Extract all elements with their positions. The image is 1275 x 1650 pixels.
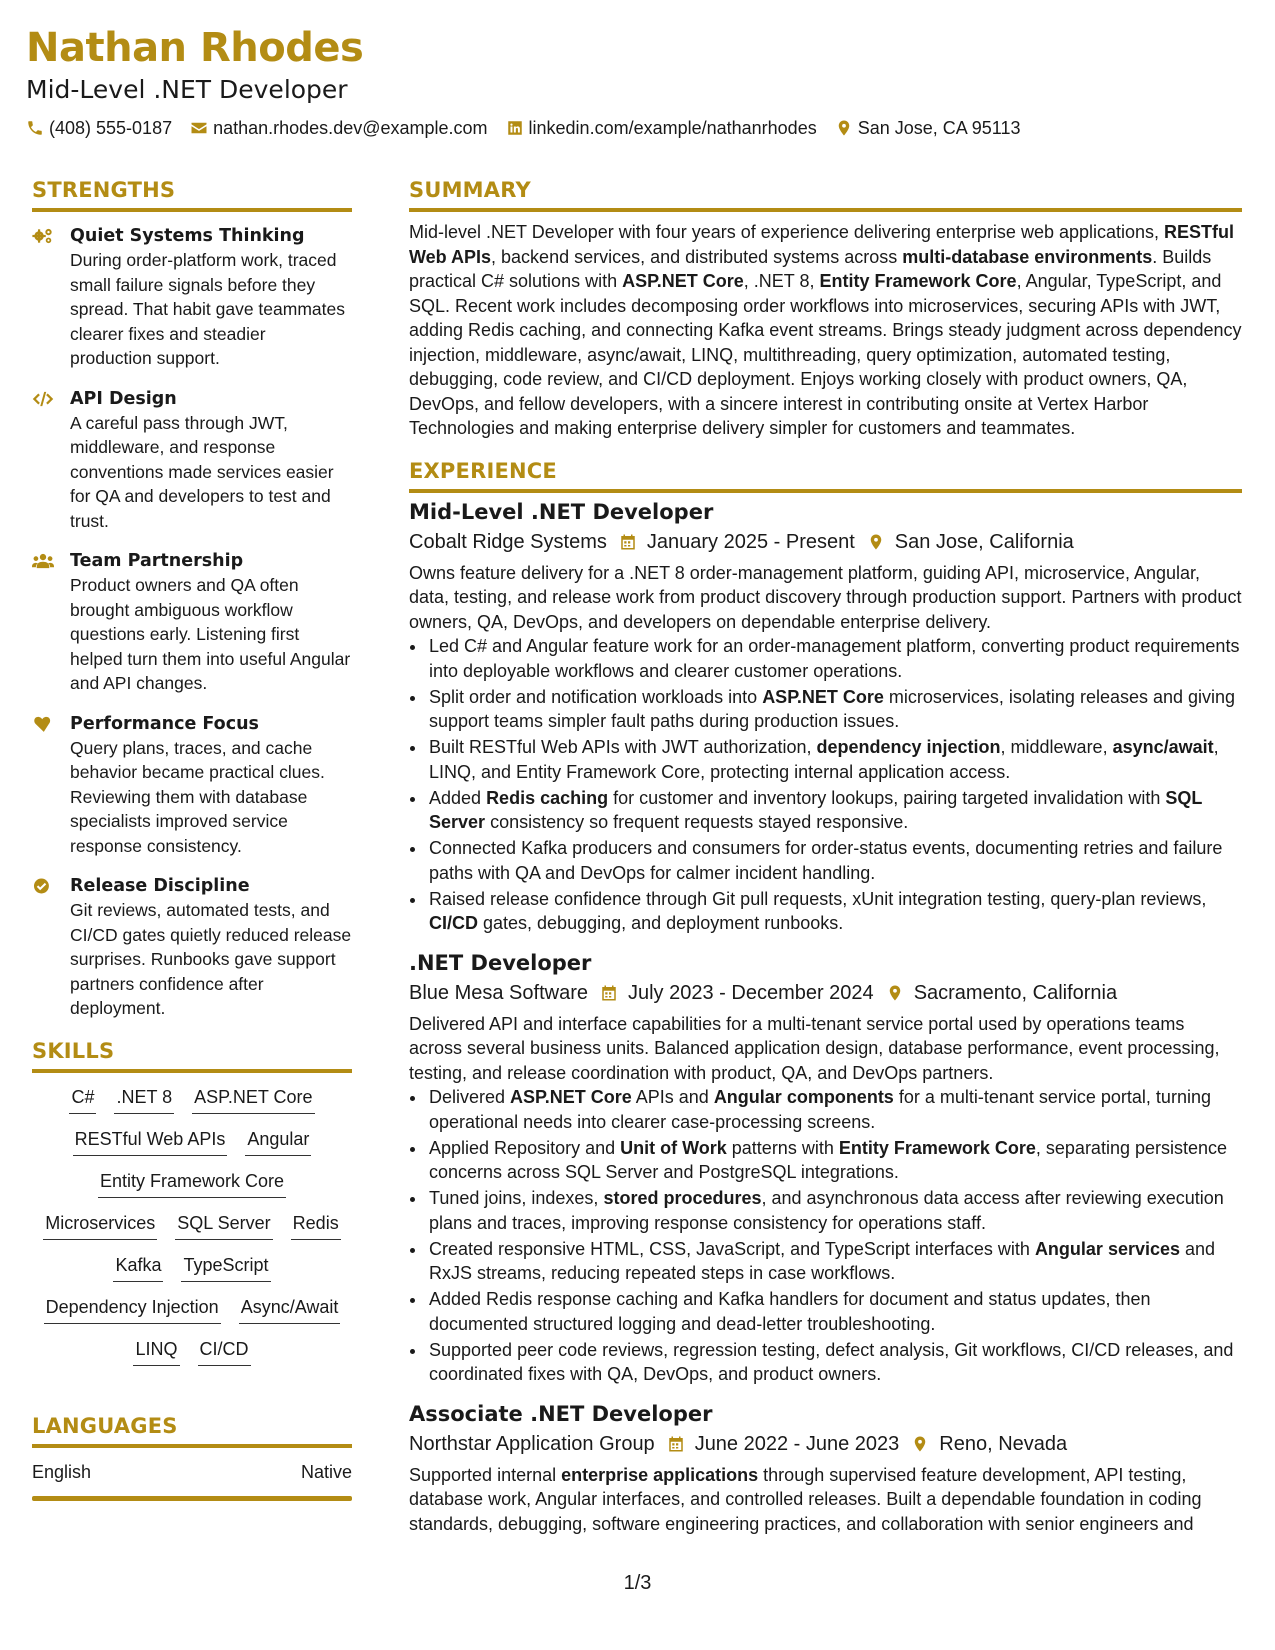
job-bullet [427, 786, 1242, 835]
location-text: San Jose, CA 95113 [857, 118, 1021, 138]
job-location: San Jose, California [894, 530, 1074, 553]
job-dates: January 2025 - Present [646, 530, 855, 553]
text-run: , .NET 8, [743, 271, 820, 291]
strengths-heading: STRENGTHS [32, 178, 176, 202]
strength-item [32, 712, 352, 859]
text-run: . Builds practical C# solutions with [409, 246, 1212, 291]
strength-desc: Query plans, traces, and cache behavior became practical clues. Reviewing them with database specialists improved service response consistency. [70, 737, 325, 856]
text-run: Mid-level .NET Developer with four years of experience delivering enterprise web applications, [409, 222, 1165, 242]
strength-desc: A careful pass through JWT, middleware, and response conventions made services easier for QA and developers to test and trust. [70, 412, 334, 531]
calendar-icon [619, 533, 637, 551]
strength-desc: Product owners and QA often brought ambiguous workflow questions early. Listening first helped turn them into useful Angular and API changes. [70, 575, 351, 693]
skill-tag: Redis [291, 1211, 341, 1240]
email-icon [190, 119, 208, 137]
phone-text: (408) 555-0187 [49, 118, 173, 138]
text-run: Applied Repository and [429, 1137, 621, 1158]
job-bullet [427, 735, 1242, 784]
job-title: Mid-Level .NET Developer [409, 499, 714, 524]
job-bullet [427, 1186, 1242, 1235]
bold-phrase: ASP.NET Core [510, 1087, 632, 1107]
skill-tag: ASP.NET Core [192, 1085, 314, 1114]
bold-phrase: Angular components [713, 1087, 894, 1107]
location-pin-icon [835, 119, 853, 137]
experience-heading: EXPERIENCE [409, 458, 557, 483]
job-company: Northstar Application Group [409, 1432, 655, 1455]
bold-phrase: RESTful Web APIs [409, 222, 1235, 267]
skill-tag: Angular [245, 1127, 311, 1156]
bold-phrase: Entity Framework Core [819, 271, 1017, 291]
skill-tag: Microservices [43, 1211, 157, 1240]
job-entry [409, 1399, 1242, 1537]
job-bullets [409, 1085, 1242, 1387]
bold-phrase: stored procedures [603, 1188, 762, 1208]
text-run: through supervised feature development, API testing, database work, Angular interfaces, and controlled releases. Built a dependable foundation in coding standards, debugging, software engineering practices, and collaboration with senior engineers and [409, 1464, 1202, 1534]
skill-tag: Async/Await [239, 1295, 341, 1324]
skill-tag: Kafka [113, 1253, 163, 1282]
bold-phrase: CI/CD [429, 913, 478, 933]
job-bullet [427, 1287, 1242, 1336]
job-bullet [427, 1237, 1242, 1286]
summary-rule [409, 208, 1242, 212]
skill-row [98, 1169, 286, 1198]
experience-list [409, 497, 1242, 1537]
bold-phrase: Angular services [1034, 1238, 1181, 1259]
strength-desc: Git reviews, automated tests, and CI/CD gates quietly reduced release surprises. Runbooks gave support partners confidence after deployment. [70, 900, 352, 1018]
job-bullet [427, 1085, 1242, 1134]
skills-heading: SKILLS [32, 1038, 115, 1063]
skill-tag: RESTful Web APIs [73, 1127, 228, 1156]
text-run: microservices, isolating releases and giving support teams simpler fault paths during production issues. [429, 686, 1236, 731]
text-run: Led C# and Angular feature work for an order-management platform, converting product requirements into deployable workflows and clearer customer operations. [429, 636, 1240, 681]
heart-icon [32, 715, 54, 733]
job-entry [409, 948, 1242, 1387]
candidate-title: Mid-Level .NET Developer [26, 75, 348, 104]
text-run: , separating persistence concerns across SQL Server and PostgreSQL integrations. [429, 1137, 1228, 1182]
job-dates: June 2022 - June 2023 [694, 1432, 900, 1455]
skill-tag: C# [69, 1085, 96, 1114]
bold-phrase: dependency injection [816, 737, 1001, 757]
job-dates: July 2023 - December 2024 [627, 981, 874, 1004]
job-bullet [427, 685, 1242, 734]
contact-location [835, 116, 1021, 140]
text-run: APIs and [631, 1087, 714, 1107]
bold-phrase: ASP.NET Core [762, 686, 884, 707]
bold-phrase: Redis caching [486, 787, 609, 808]
strength-item [32, 874, 352, 1021]
text-run: , Angular, TypeScript, and SQL. Recent work includes decomposing order workflows into microservices, securing APIs with JWT, adding Redis caching, and connecting Kafka event streams. Brings steady judgment across dependency injection, middleware, async/await, LINQ, multithreading, query optimization, automated testing, debugging, code review, and CI/CD deployment. Enjoys working closely with product owners, QA, DevOps, and fellow developers, with a sincere interest in contributing onsite at Vertex Harbor Technologies and making enterprise delivery simpler for customers and teammates. [409, 271, 1242, 438]
text-run: Built RESTful Web APIs with JWT authorization, [429, 737, 817, 757]
text-run: Added [429, 787, 487, 808]
strengths-rule [32, 208, 352, 212]
text-run: Raised release confidence through Git pull requests, xUnit integration testing, query-plan reviews, [429, 888, 1207, 909]
text-run: Tuned joins, indexes, [429, 1188, 604, 1208]
skill-tag: TypeScript [181, 1253, 270, 1282]
skill-row [69, 1085, 314, 1114]
text-run: gates, debugging, and deployment runbooks. [478, 913, 844, 933]
bold-phrase: Entity Framework Core [838, 1137, 1036, 1158]
bold-phrase: Unit of Work [620, 1137, 727, 1158]
text-run: Created responsive HTML, CSS, JavaScript, and TypeScript interfaces with [429, 1238, 1035, 1259]
language-level: Native [300, 1461, 352, 1482]
contact-linkedin[interactable] [506, 116, 817, 140]
contact-phone [26, 116, 172, 140]
location-pin-icon [911, 1435, 929, 1453]
text-run: Owns feature delivery for a .NET 8 order-management platform, guiding API, microservice, Angular, data, testing, and release work from product discovery through production support. Partners with product owners, QA, DevOps, and developers on dependable enterprise delivery. [409, 562, 1242, 632]
text-run: Supported internal [409, 1464, 562, 1485]
strength-title: Team Partnership [70, 551, 244, 571]
job-bullet [427, 1136, 1242, 1185]
summary-text [409, 220, 1242, 441]
job-location: Sacramento, California [913, 981, 1118, 1004]
linkedin-text: linkedin.com/example/nathanrhodes [528, 118, 817, 138]
job-bullet [427, 634, 1242, 683]
check-circle-icon [32, 877, 54, 895]
bold-phrase: SQL Server [429, 787, 1203, 832]
location-pin-icon [886, 984, 904, 1002]
left-column [32, 176, 352, 1501]
experience-rule [409, 489, 1242, 493]
skill-row [44, 1295, 341, 1324]
job-title: .NET Developer [409, 950, 592, 975]
text-run: Added Redis response caching and Kafka handlers for document and status updates, then documented structured logging and dead-letter troubleshooting. [429, 1289, 1151, 1334]
text-run: Delivered API and interface capabilities for a multi-tenant service portal used by operations teams across several business units. Balanced application design, database performance, event processing, testing, and release coordination with product, QA, and DevOps partners. [409, 1013, 1220, 1083]
skill-row [133, 1337, 250, 1366]
job-bullet [427, 1338, 1242, 1387]
text-run: patterns with [726, 1137, 839, 1158]
text-run: for customer and inventory lookups, pairing targeted invalidation with [608, 787, 1166, 808]
text-run: Delivered [429, 1087, 511, 1107]
candidate-name: Nathan Rhodes [26, 25, 364, 71]
skill-row [43, 1211, 340, 1240]
text-run: , backend services, and distributed systems across [491, 246, 903, 267]
skills-rule [32, 1069, 352, 1073]
resume-header [26, 22, 1021, 140]
text-run: for a multi-tenant service portal, turning operational needs into clearer case-processing screens. [429, 1087, 1211, 1132]
job-meta [409, 978, 1242, 1008]
job-bullet [427, 887, 1242, 936]
summary-heading: SUMMARY [409, 178, 531, 202]
skill-tag: SQL Server [175, 1211, 272, 1240]
text-run: and RxJS streams, reducing repeated steps in case workflows. [429, 1238, 1216, 1283]
strength-item [32, 387, 352, 534]
strength-desc: During order-platform work, traced small failure signals before they spread. That habit gave teammates clearer fixes and steadier production support. [70, 250, 345, 368]
text-run: consistency so frequent requests stayed responsive. [485, 812, 909, 832]
text-run: , and asynchronous data access after reviewing execution plans and traces, improving response consistency for operations staff. [429, 1188, 1224, 1233]
text-run: Supported peer code reviews, regression testing, defect analysis, Git workflows, CI/CD releases, and coordinated fixes with QA, DevOps, and product owners. [429, 1339, 1234, 1384]
strength-item [32, 224, 352, 371]
job-company: Cobalt Ridge Systems [409, 530, 607, 553]
job-meta [409, 527, 1242, 557]
strength-title: Release Discipline [70, 876, 250, 896]
job-entry [409, 497, 1242, 936]
strength-title: Quiet Systems Thinking [70, 226, 305, 246]
skills-list [32, 1085, 352, 1366]
skill-tag: Entity Framework Core [98, 1169, 286, 1198]
phone-icon [26, 119, 44, 137]
contact-bar [26, 116, 1021, 140]
contact-email[interactable] [190, 116, 487, 140]
right-column [409, 176, 1242, 1548]
email-text: nathan.rhodes.dev@example.com [213, 118, 488, 138]
job-bullets [409, 634, 1242, 936]
job-summary [409, 1012, 1242, 1086]
strength-title: Performance Focus [70, 713, 259, 734]
job-company: Blue Mesa Software [409, 981, 588, 1004]
calendar-icon [600, 984, 618, 1002]
job-title: Associate .NET Developer [409, 1401, 713, 1426]
skill-tag: LINQ [133, 1337, 179, 1366]
code-icon [32, 390, 54, 408]
bold-phrase: ASP.NET Core [622, 271, 744, 291]
gears-icon [32, 227, 54, 245]
skill-tag: Dependency Injection [44, 1295, 221, 1324]
language-name: English [32, 1461, 92, 1482]
strength-item [32, 549, 352, 696]
language-level-bar [32, 1496, 352, 1501]
strength-title: API Design [70, 388, 177, 409]
bold-phrase: async/await [1112, 737, 1214, 757]
job-meta [409, 1429, 1242, 1459]
languages-heading: LANGUAGES [32, 1413, 178, 1438]
page-number: 1/3 [623, 1572, 652, 1594]
skill-tag: .NET 8 [114, 1085, 174, 1114]
location-pin-icon [867, 533, 885, 551]
users-icon [32, 552, 54, 570]
text-run: , middleware, [1000, 737, 1113, 757]
job-location: Reno, Nevada [939, 1432, 1068, 1455]
text-run: Split order and notification workloads into [429, 686, 763, 707]
text-run: Connected Kafka producers and consumers for order-status events, documenting retries and failure paths with QA and DevOps for calmer incident handling. [429, 838, 1223, 883]
skill-row [113, 1253, 270, 1282]
job-summary [409, 561, 1242, 635]
bold-phrase: enterprise applications [561, 1464, 759, 1485]
skill-tag: CI/CD [198, 1337, 251, 1366]
bold-phrase: multi-database environments [902, 246, 1153, 267]
job-bullet [427, 836, 1242, 885]
skill-row [73, 1127, 312, 1156]
calendar-icon [667, 1435, 685, 1453]
linkedin-icon [506, 119, 524, 137]
text-run: , LINQ, and Entity Framework Core, protecting internal application access. [429, 737, 1219, 782]
languages-rule [32, 1444, 352, 1448]
job-summary [409, 1463, 1242, 1537]
language-item [32, 1460, 352, 1484]
